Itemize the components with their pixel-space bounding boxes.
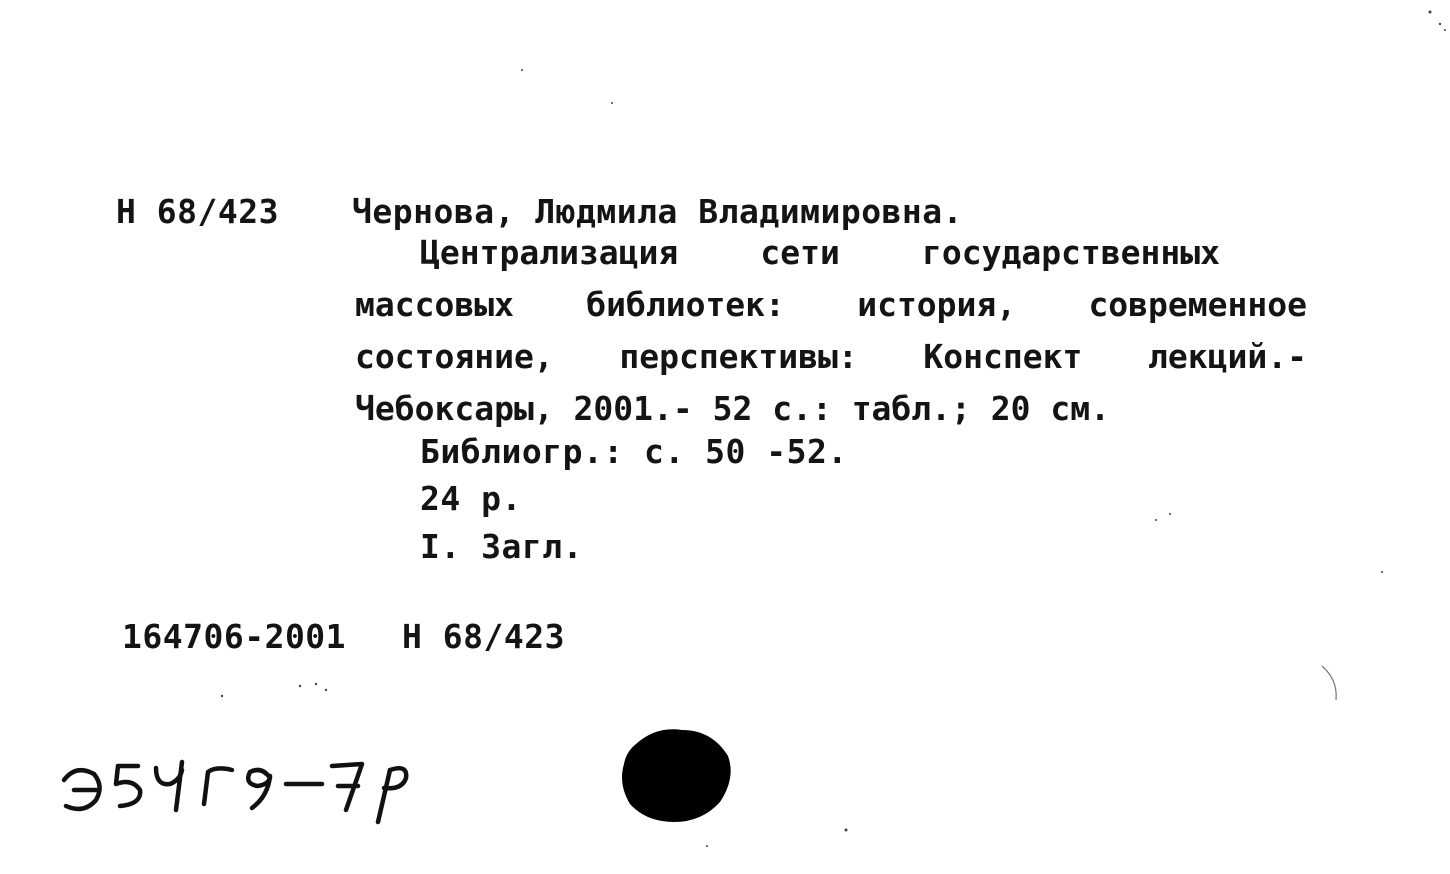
description-word: Конспект [923, 337, 1083, 376]
shelfmark: Н 68/423 [116, 192, 279, 231]
description-word: история, [857, 285, 1017, 324]
description-word: массовых [355, 285, 514, 324]
ink-blot [616, 722, 736, 826]
author-heading: Чернова, Людмила Владимировна. [352, 192, 964, 231]
title-entry: I. Загл. [420, 527, 583, 566]
price: 24 р. [420, 479, 522, 518]
description-word: современное [1088, 285, 1307, 324]
description-word: состояние, [355, 337, 554, 376]
description-word: сети [760, 233, 840, 272]
bibliographic-description [355, 233, 1307, 444]
description-line-2 [355, 285, 1307, 340]
bibliography-note: Библиогр.: с. 50 -52. [420, 432, 848, 471]
description-line-4: Чебоксары, 2001.- 52 с.: табл.; 20 см. [355, 389, 1110, 428]
description-word: государственных [921, 233, 1220, 272]
description-line-1 [355, 233, 1220, 288]
description-word: Централизация [420, 233, 679, 272]
description-word: лекций.- [1148, 337, 1307, 376]
registration-number: 164706-2001 [122, 617, 347, 656]
handwritten-note [56, 740, 428, 826]
description-word: перспективы: [619, 337, 858, 376]
shelfmark-bottom: Н 68/423 [402, 617, 565, 656]
description-word: библиотек: [586, 285, 785, 324]
description-line-3 [355, 337, 1307, 392]
